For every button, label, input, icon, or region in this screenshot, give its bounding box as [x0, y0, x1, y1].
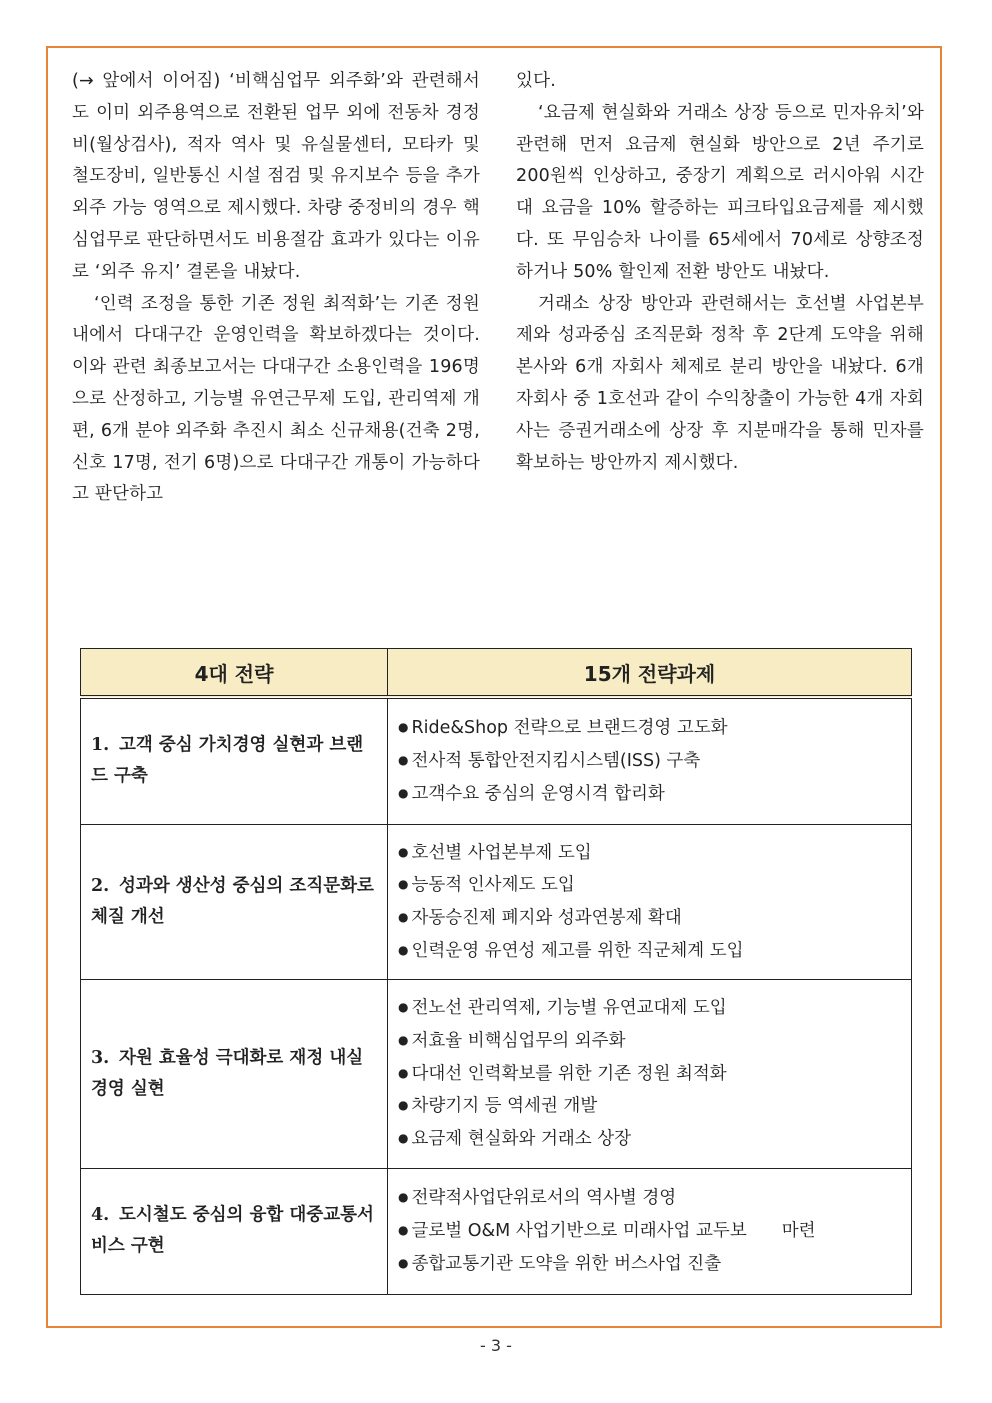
task-text: 전사적 통합안전지킴시스템(ISS) 구축 [411, 750, 701, 771]
task-item [398, 778, 911, 811]
bullet-icon: ● [398, 1098, 409, 1113]
task-text: 전략적사업단위로서의 역사별 경영 [411, 1188, 677, 1209]
bullet-icon: ● [398, 844, 409, 859]
header-tasks: 15개 전략과제 [388, 649, 912, 698]
right-column [516, 66, 924, 511]
bullet-icon: ● [398, 1190, 409, 1205]
strategy-text: 도시철도 중심의 융합 대중교통서비스 구현 [91, 1205, 374, 1257]
bullet-icon: ● [398, 1222, 409, 1237]
strategy-text: 고객 중심 가치경영 실현과 브랜드 구축 [91, 735, 364, 787]
task-text: 전노선 관리역제, 기능별 유연교대제 도입 [411, 998, 727, 1019]
task-item [398, 1058, 911, 1091]
header-strategy: 4대 전략 [81, 649, 388, 698]
task-item [398, 712, 911, 745]
bullet-icon: ● [398, 1131, 409, 1146]
task-text: 고객수요 중심의 운영시격 합리화 [411, 783, 665, 804]
task-text: 능동적 인사제도 도입 [411, 875, 575, 896]
bullet-icon: ● [398, 752, 409, 767]
task-text: 요금제 현실화와 거래소 상장 [411, 1129, 632, 1150]
task-item [398, 745, 911, 778]
strategy-cell [81, 824, 388, 980]
table-row [81, 980, 912, 1169]
table-row [81, 824, 912, 980]
bullet-icon: ● [398, 720, 409, 735]
right-paragraph-2: ‘요금제 현실화와 거래소 상장 등으로 민자유치’와 관련해 먼저 요금제 현실화 방안으로 2년 주기로 200원씩 인상하고, 중장기 계획으로 러시아워 시간대 요금을 10% 할증하는 피크타입요금제를 제시했다. 또 무임승차 나이를 65세에서 70세로 상향조정하거나 50% 할인제 전환 방안도 내놨다. [516, 102, 924, 282]
strategy-number: 4. [91, 1205, 110, 1226]
bullet-icon: ● [398, 785, 409, 800]
left-column [72, 66, 480, 511]
task-item [398, 935, 911, 968]
task-item [398, 869, 911, 902]
task-item [398, 1248, 911, 1281]
tasks-cell [388, 824, 912, 980]
strategy-number: 2. [91, 875, 110, 896]
task-text: 인력운영 유연성 제고를 위한 직군체계 도입 [411, 940, 744, 961]
strategy-number: 3. [91, 1048, 110, 1069]
right-paragraph-1: 있다. [516, 71, 556, 91]
task-item [398, 1182, 911, 1215]
bullet-icon: ● [398, 942, 409, 957]
bullet-icon: ● [398, 1033, 409, 1048]
table-header-row [81, 649, 912, 698]
task-text: 종합교통기관 도약을 위한 버스사업 진출 [411, 1253, 722, 1274]
task-item [398, 992, 911, 1025]
task-text: 차량기지 등 역세권 개발 [411, 1096, 598, 1117]
task-text: Ride&Shop 전략으로 브랜드경영 고도화 [411, 718, 728, 739]
task-item [398, 902, 911, 935]
table-row [81, 697, 912, 824]
task-item [398, 1025, 911, 1058]
task-item [398, 1123, 911, 1156]
table-row [81, 1168, 912, 1294]
strategy-cell [81, 980, 388, 1169]
strategy-cell [81, 697, 388, 824]
task-item [398, 837, 911, 870]
strategy-table [80, 648, 912, 1295]
task-text: 호선별 사업본부제 도입 [411, 842, 592, 863]
bullet-icon: ● [398, 1000, 409, 1015]
right-paragraph-3: 거래소 상장 방안과 관련해서는 호선별 사업본부제와 성과중심 조직문화 정착 후 2단계 도약을 위해 본사와 6개 자회사 체제로 분리 방안을 내놨다. 6개 자회사 중 1호선과 같이 수익창출이 가능한 4개 자회사는 증권거래소에 상장 후 지분매각을 통해 민자를 확보하는 방안까지 제시했다. [516, 293, 924, 473]
strategy-text: 성과와 생산성 중심의 조직문화로 체질 개선 [91, 875, 374, 927]
task-item [398, 1090, 911, 1123]
task-item [398, 1215, 911, 1248]
left-paragraph-1: (→ 앞에서 이어짐) ‘비핵심업무 외주화’와 관련해서도 이미 외주용역으로 전환된 업무 외에 전동차 경정비(월상검사), 적자 역사 및 유실물센터, 모타카 및 철도장비, 일반통신 시설 점검 및 유지보수 등을 추가 외주 가능 영역으로 제시했다. 차량 중정비의 경우 핵심업무로 판단하면서도 비용절감 효과가 있다는 이유로 ‘외주 유지’ 결론을 내놨다. [72, 71, 480, 282]
left-paragraph-2: ‘인력 조정을 통한 기존 정원 최적화’는 기존 정원 내에서 다대구간 운영인력을 확보하겠다는 것이다. 이와 관련 최종보고서는 다대구간 소용인력을 196명으로 산정하고, 기능별 유연근무제 도입, 관리역제 개편, 6개 분야 외주화 추진시 최소 신규채용(건축 2명, 신호 17명, 전기 6명)으로 다대구간 개통이 가능하다고 판단하고 [72, 293, 480, 505]
bullet-icon: ● [398, 877, 409, 892]
tasks-cell [388, 980, 912, 1169]
bullet-icon: ● [398, 1255, 409, 1270]
strategy-number: 1. [91, 735, 110, 756]
bullet-icon: ● [398, 909, 409, 924]
tasks-cell [388, 1168, 912, 1294]
bullet-icon: ● [398, 1065, 409, 1080]
strategy-cell [81, 1168, 388, 1294]
task-text: 자동승진제 폐지와 성과연봉제 확대 [411, 907, 682, 928]
article-columns [72, 66, 924, 511]
task-text: 글로벌 O&M 사업기반으로 미래사업 교두보 마련 [411, 1220, 816, 1241]
page-number: - 3 - [480, 1336, 512, 1355]
task-text: 저효율 비핵심업무의 외주화 [411, 1030, 626, 1051]
tasks-cell [388, 697, 912, 824]
task-text: 다대선 인력확보를 위한 기존 정원 최적화 [411, 1063, 727, 1084]
strategy-text: 자원 효율성 극대화로 재정 내실경영 실현 [91, 1048, 364, 1100]
